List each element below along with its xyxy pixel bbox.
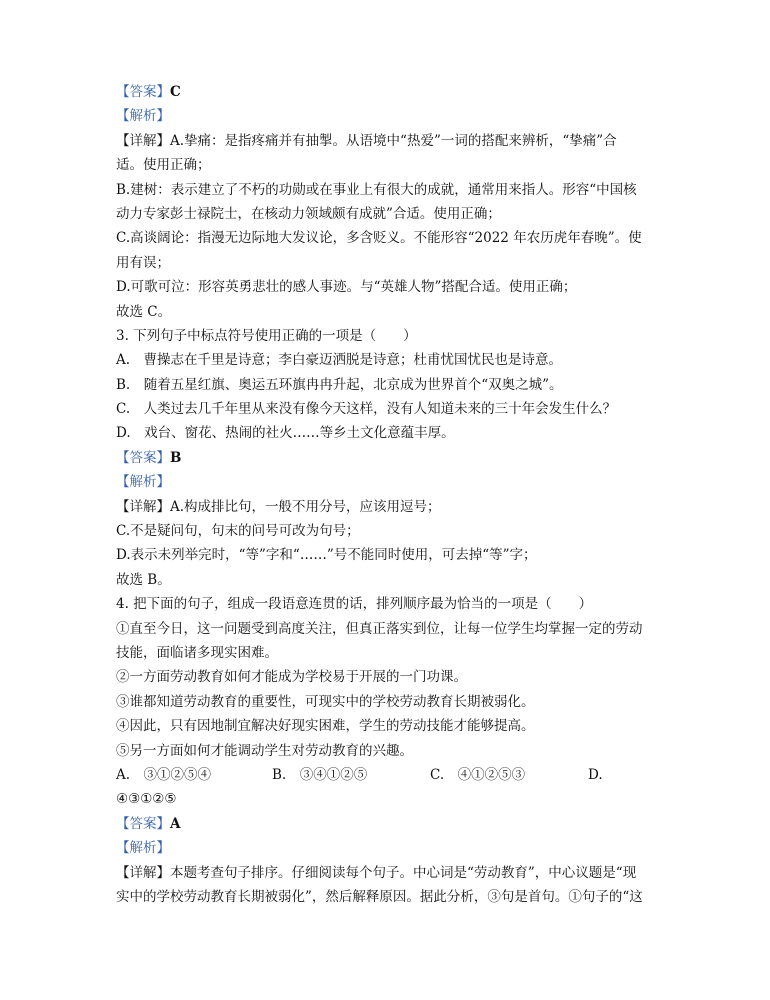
answer-value: A [170,815,181,832]
analysis-tag: 【解析】 [116,108,170,125]
options-row [116,763,656,787]
detail-line: C.不是疑问句，句末的问号可改为句号； [116,523,360,540]
option-d: D. [588,766,603,783]
option-d: D. 戏台、窗花、热闹的社火……等乡土文化意蕴丰厚。 [116,425,455,442]
detail-line: 适。使用正确； [116,157,211,174]
option-d-value: ④③①②⑤ [116,791,177,808]
detail-text: A.挚痛：是指疼痛并有抽掣。从语境中“热爱”一词的搭配来辨析，“挚痛”合 [170,132,617,149]
sentence-item: ③谁都知道劳动教育的重要性，可现实中的学校劳动教育长期被弱化。 [116,693,535,710]
analysis-line [116,836,656,860]
analysis-tag: 【解析】 [116,840,170,857]
detail-line [116,495,656,519]
detail-line: 动力专家彭士禄院士，在核动力领域颇有成就”合适。使用正确； [116,205,501,222]
analysis-tag: 【解析】 [116,474,170,491]
detail-line: 故选 C。 [116,303,172,320]
detail-line: 实中的学校劳动教育长期被弱化”，然后解释原因。据此分析，③句是首句。①句子的“这 [116,888,643,905]
option-a: A. 曹操志在千里是诗意；李白豪迈洒脱是诗意；杜甫忧国忧民也是诗意。 [116,352,563,369]
detail-line: C.高谈阔论：指漫无边际地大发议论，多含贬义。不能形容“2022 年农历虎年春晚”。使 [116,230,642,247]
detail-text: 本题考查句子排序。仔细阅读每个句子。中心词是“劳动教育”，中心议题是“现 [170,864,637,881]
detail-line: D.可歌可泣：形容英勇悲壮的感人事迹。与“英雄人物”搭配合适。使用正确； [116,279,577,296]
sentence-item: ④因此，只有因地制宜解决好现实困难，学生的劳动技能才能够提高。 [116,718,535,735]
detail-line [116,861,656,885]
analysis-line [116,104,656,128]
option-b: B. ③④①②⑤ [272,766,368,783]
detail-line: D.表示未列举完时，“等”字和“……”号不能同时使用，可去掉“等”字； [116,547,537,564]
answer-tag: 【答案】 [116,815,170,832]
option-b: B. 随着五星红旗、奥运五环旗冉冉升起，北京成为世界首个“双奥之城”。 [116,376,563,393]
answer-value: C [170,84,181,100]
sentence-item: ①直至今日，这一问题受到高度关注，但真正落实到位，让每一位学生均掌握一定的劳动 [116,620,643,637]
detail-text: A.构成排比句，一般不用分号，应该用逗号； [170,498,441,515]
analysis-line [116,470,656,494]
answer-line [116,812,656,836]
sentence-item: 技能，面临诸多现实困难。 [116,644,278,661]
detail-line: 用有误； [116,254,170,271]
detail-tag: 【详解】 [116,864,170,881]
document-page [116,80,656,909]
answer-tag: 【答案】 [116,449,170,466]
answer-tag: 【答案】 [116,84,170,100]
detail-line [116,129,656,153]
detail-line: B.建树：表示建立了不朽的功勋或在事业上有很大的成就，通常用来指人。形容“中国核 [116,181,637,198]
answer-line [116,80,656,104]
answer-line [116,446,656,470]
detail-tag: 【详解】 [116,498,170,515]
option-a: A. ③①②⑤④ [116,766,212,783]
detail-line: 故选 B。 [116,571,171,588]
sentence-item: ②一方面劳动教育如何才能成为学校易于开展的一门功课。 [116,669,467,686]
question-stem: 4. 把下面的句子，组成一段语意连贯的话，排列顺序最为恰当的一项是（ ） [116,596,593,613]
option-c: C. ④①②⑤③ [430,766,526,783]
answer-value: B [170,449,182,466]
sentence-item: ⑤另一方面如何才能调动学生对劳动教育的兴趣。 [116,742,413,759]
option-c: C. 人类过去几千年里从来没有像今天这样，没有人知道未来的三十年会发生什么？ [116,401,617,418]
question-stem: 3. 下列句子中标点符号使用正确的一项是（ ） [116,327,417,344]
detail-tag: 【详解】 [116,132,170,149]
